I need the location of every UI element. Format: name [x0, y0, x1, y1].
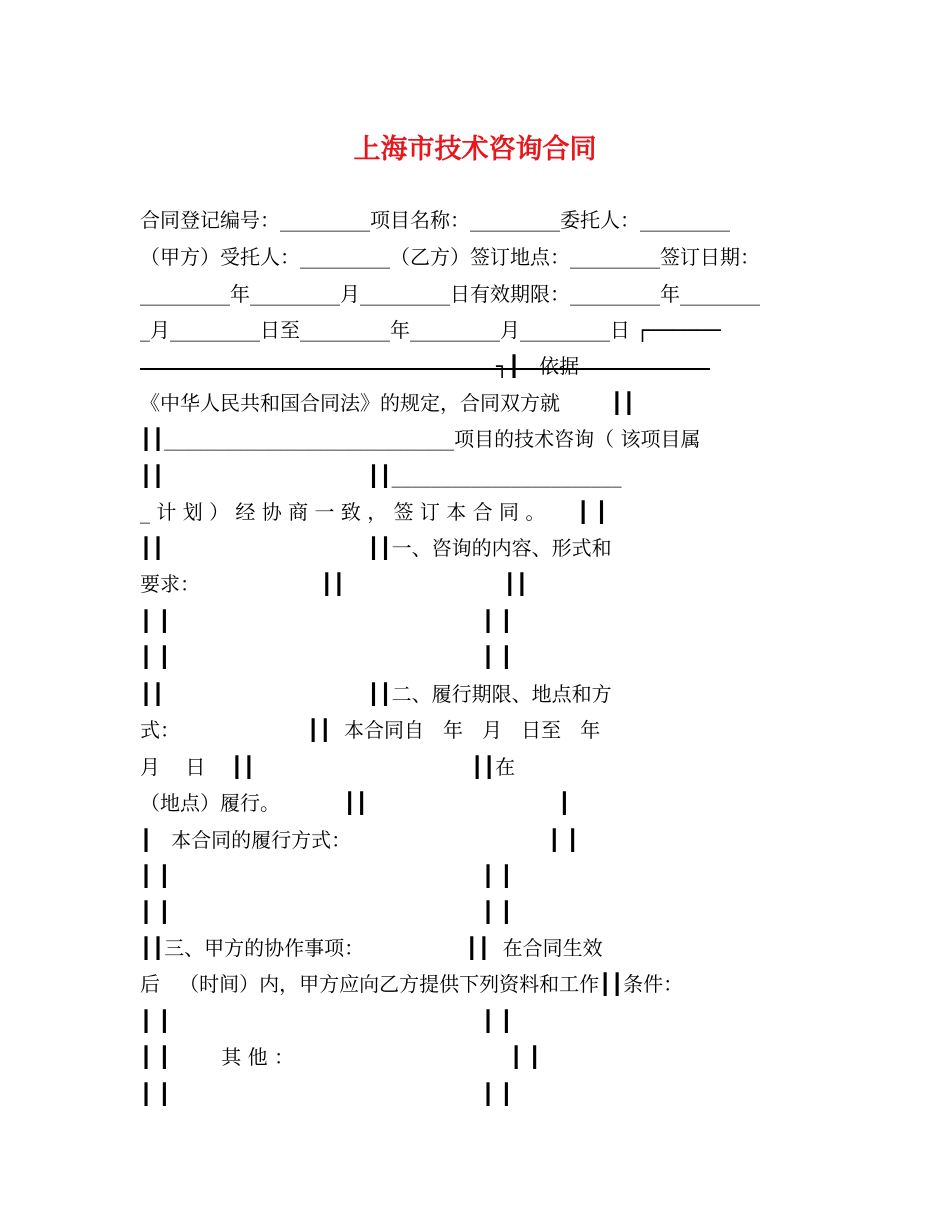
- body-line: 后 （时间）内，甲方应向乙方提供下列资料和工作┃┃条件：: [140, 972, 684, 996]
- body-line: ┃┃ ┃┃一、咨询的内容、形式和: [140, 536, 612, 560]
- body-line: ┃ ┃ ┃ ┃: [140, 900, 513, 924]
- body-line: ┃ 本合同的履行方式： ┃ ┃: [140, 828, 579, 852]
- body-line: ┃ ┃ ┃ ┃: [140, 1082, 513, 1106]
- body-line: （甲方）受托人：_________（乙方）签订地点：_________签订日期：: [140, 245, 760, 269]
- body-line: ┃ ┃ ┃ ┃: [140, 864, 513, 888]
- body-line: _月_________日至_________年_________月_________日 ┌──────: [140, 318, 721, 342]
- body-line: 合同登记编号：_________项目名称：_________委托人：_________: [140, 208, 730, 232]
- body-line: ┃ ┃ 其 他 ： ┃ ┃: [140, 1045, 541, 1069]
- body-line: 式： ┃┃ 本合同自 年 月 日至 年: [140, 718, 601, 742]
- body-line: 月 日 ┃┃ ┃┃在: [140, 755, 516, 779]
- body-line: （地点）履行。 ┃┃ ┃: [140, 791, 571, 815]
- body-line: ┃ ┃ ┃ ┃: [140, 609, 513, 633]
- body-line: ┃ ┃ ┃ ┃: [140, 1009, 513, 1033]
- body-line: ┃┃ ┃┃_______________________: [140, 464, 622, 488]
- body-line: ┃┃_____________________________项目的技术咨询（ 该项目属: [140, 427, 701, 451]
- body-line: _ 计 划 ） 经 协 商 一 致 ， 签 订 本 合 同 。 ┃ ┃: [140, 500, 608, 524]
- body-line: ┐┃ 依据: [140, 354, 580, 378]
- body-line: ┃┃ ┃┃二、履行期限、地点和方: [140, 682, 612, 706]
- document-title: 上海市技术咨询合同: [353, 134, 597, 165]
- body-line: 《中华人民共和国合同法》的规定，合同双方就 ┃┃: [140, 391, 635, 415]
- body-line: ┃┃三、甲方的协作事项： ┃┃ 在合同生效: [140, 936, 603, 960]
- body-line: _________年_________月_________日有效期限：_________年________: [140, 282, 760, 306]
- body-line: 要求： ┃┃ ┃┃: [140, 572, 528, 596]
- body-line: ┃ ┃ ┃ ┃: [140, 645, 513, 669]
